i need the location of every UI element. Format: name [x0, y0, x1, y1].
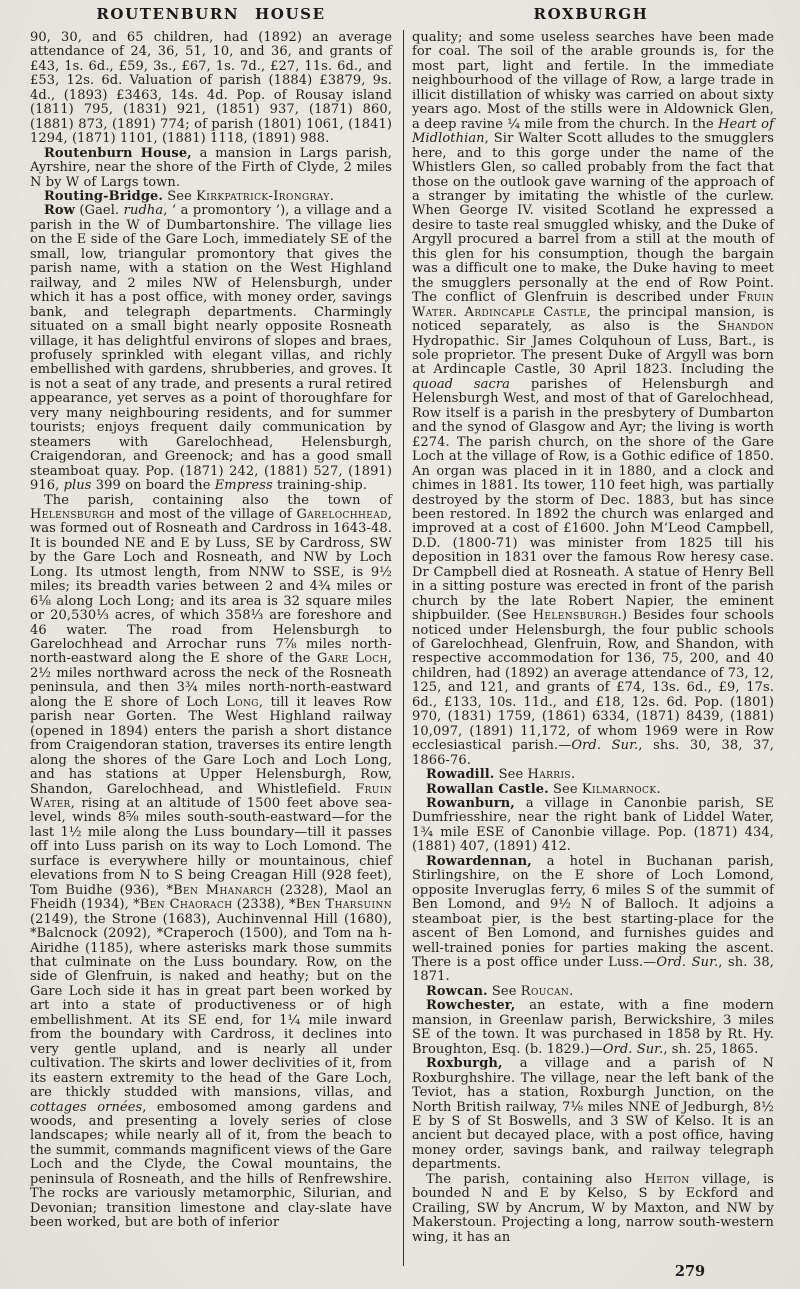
left-text-column [30, 31, 392, 1231]
cross-reference: Harris [527, 767, 571, 783]
text-segment: The parish, containing also the town of [44, 492, 392, 508]
paragraph [30, 147, 392, 190]
cross-reference: Ben Chaorach [139, 897, 233, 913]
cross-reference: Ben Mhanarch [173, 882, 273, 898]
text-segment: . [656, 781, 661, 797]
paragraph [412, 1057, 774, 1173]
text-segment: (2328), Maol an Fheidh (1934), * [30, 882, 392, 913]
text-segment: quality; and some useless searches have been made for coal. The soil of the arable grounds is, for the most part, light and fertile. In the immediate neighbourhood of the village of Row, a large trade in illicit distillation of whisky was carried on about sixty years ago. Most of the stills were in Aldownick Glen, a deep ravine ¼ mile from the church. In the [412, 30, 774, 132]
text-segment: village, is bounded N and E by Kelso, S by Eckford and Crailing, SW by Ancrum, W by Maxton, and NW by Makerstoun. Projecting a long, narrow south-western wing, it has an [412, 1171, 774, 1245]
text-segment: , ‘ a promontory ’), a village and a parish in the W of Dumbartonshire. The village lies on the E side of the Gare Loch, immediately SE of the small, low, triangular promontory that gives the parish name, with a station on the West Highland railway, and 2 miles NW of Helensburgh, under which it has a post office, with money order, savings bank, and telegraph departments. Charmingly situated on a small bight nearly opposite Rosneath village, it has delightful environs of slopes and braes, profusely sprinkled with elegant villas, and richly embellished with gardens, shrubberies, and groves. It is not a seat of any trade, and presents a rural retired appearance, yet serves as a point of thoroughfare for very many neighbouring residents, and for summer tourists; enjoys frequent daily communication by steamers with Garelochhead, Helensburgh, Craigendoran, and Greenock; and has a good small steamboat quay. Pop. (1871) 242, (1881) 527, (1891) 916, [30, 203, 392, 494]
text-segment: Hydropathic. Sir James Colquhoun of Luss, Bart., is sole proprietor. The present Duke of Argyll was born at Ardincaple Castle, 30 April 1823. Including the [412, 333, 774, 378]
text-segment: 399 on board the [91, 478, 215, 494]
paragraph [412, 985, 774, 999]
paragraph [412, 31, 774, 768]
paragraph [30, 190, 392, 204]
entry-name: Rowardennan, [426, 853, 532, 869]
cross-reference: Helensburgh [532, 608, 618, 624]
cross-reference: Fruin Water [30, 781, 392, 812]
text-segment: Empress [214, 478, 273, 494]
cross-reference: Ardincaple Castle [464, 304, 587, 320]
text-segment: Ord. Sur. [571, 738, 639, 754]
cross-reference: Ben Tharsuinn [295, 897, 392, 913]
text-segment: a mansion in Largs parish, Ayrshire, near the shore of the Firth of Clyde, 2 miles N by W of Largs town. [30, 145, 392, 190]
entry-name: Rowadill. [426, 767, 495, 783]
cross-reference: Kirkpatrick-Irongray [196, 188, 330, 204]
paragraph [30, 204, 392, 493]
cross-reference: Long [226, 694, 259, 710]
entry-name: Rowcan. [426, 983, 488, 999]
text-segment: See [494, 767, 528, 783]
text-segment: , was formed out of Rosneath and Cardross in 1643-48. It is bounded NE and E by Luss, SE by Cardross, SW by the Gare Loch and Rosneath, and NW by Loch Long. Its utmost length, from NNW to SSE, is 9½ miles; its breadth varies between 2 and 4¾ miles or 6⅛ along Loch Long; and its area is 32 square miles or 20,530⅓ acres, of which 358⅓ are foreshore and 46 water. The road from Helensburgh to Garelochhead and Arrochar runs 7⅞ miles north-north-eastward along the E shore of the [30, 506, 392, 667]
text-segment: , till it leaves Row parish near Gorten. The West Highland railway (opened in 1894) enters the parish a short distance from Craigendoran station, traverses its entire length along the shores of the Gare Loch and Loch Long, and has stations at Upper Helensburgh, Row, Shandon, Garelochhead, and Whistlefield. [30, 694, 393, 797]
text-segment: rudha [123, 203, 164, 219]
entry-name: Rowallan Castle. [426, 781, 549, 797]
paragraph [30, 494, 392, 1231]
cross-reference: Gare Loch [316, 651, 388, 667]
text-segment: , shs. 30, 38, 37, 1866-76. [412, 738, 775, 768]
text-segment: , embosomed among gardens and woods, and presenting a lovely series of close landscapes; while nearly all of it, from the beach to the summit, commands magnificent views of the Gare Loch and the Clyde, the Cowal mountains, the peninsula of Rosneath, and the hills of Renfrewshire. The rocks are variously metamorphic, Silurian, and Devonian; transition limestone and clay-slate have been worked, but are both of inferior [30, 1099, 392, 1231]
text-segment: cottages ornées [30, 1099, 143, 1115]
paragraph [412, 1173, 774, 1245]
text-segment: See [163, 188, 197, 204]
text-segment: See [487, 983, 521, 999]
entry-name: Roxburgh, [426, 1056, 503, 1072]
text-segment: (2338), * [232, 897, 296, 913]
cross-reference: Shandon [717, 319, 774, 335]
paragraph [412, 999, 774, 1057]
text-segment: plus [63, 478, 92, 494]
entry-name: Row [44, 203, 75, 219]
text-segment: Ord. Sur. [602, 1041, 664, 1057]
paragraph [412, 768, 774, 782]
text-segment: (Gael. [74, 203, 124, 219]
right-column-header: ROXBURGH [533, 5, 649, 23]
paragraph [412, 855, 774, 985]
text-segment: . [452, 304, 465, 320]
text-segment: , rising at an altitude of 1500 feet above sea-level, winds 8⅝ miles south-south-eastward—for the last 1½ mile along the Luss boundary—till it passes off into Luss parish on its way to Loch Lomond. The surface is everywhere hilly or mountainous, chief elevations from N to S being Creagan Hill (928 feet), Tom Buidhe (936), * [30, 796, 392, 898]
entry-name: Routing-Bridge. [44, 188, 164, 204]
text-segment: parishes of Helensburgh and Helensburgh West, and most of that of Garelochhead, Row itself is a parish in the presbytery of Dumbarton and the synod of Glasgow and Ayr; the living is worth £274. The parish church, on the shore of the Gare Loch at the village of Row, is a Gothic edifice of 1850. An organ was placed in it in 1880, and a clock and chimes in 1881. Its tower, 110 feet high, was partially destroyed by the storm of Dec. 1883, but has since been restored. In 1892 the church was enlarged and improved at a cost of £1600. John M‘Leod Campbell, D.D. (1800-71) was minister from 1825 till his deposition in 1831 over the famous Row heresy case. Dr Campbell died at Rosneath. A statue of Henry Bell in a sitting posture was erected in front of the parish church by the late Robert Napier, the eminent shipbuilder. (See [412, 376, 775, 624]
cross-reference: Heiton [644, 1171, 690, 1187]
text-segment: a village in Canonbie parish, SE Dumfriesshire, near the right bank of Liddel Water, 1¾ mile ESE of Canonbie village. Pop. (1871) 434, (1881) 407, (1891) 412. [412, 796, 774, 855]
cross-reference: Helensburgh [30, 506, 115, 522]
paragraph [30, 31, 392, 147]
text-segment: Heart of Midlothian [412, 116, 774, 147]
entry-name: Rowchester, [426, 998, 516, 1014]
left-column-header: ROUTENBURN HOUSE [96, 5, 326, 23]
text-segment: The parish, containing also [426, 1171, 645, 1187]
text-segment: . [571, 767, 576, 783]
text-segment: See [548, 781, 582, 797]
text-segment: . [329, 188, 334, 204]
text-segment: quoad sacra [412, 376, 511, 392]
entry-name: Routenburn House, [44, 145, 192, 161]
column-divider-rule [403, 30, 404, 1266]
text-segment: .) Besides four schools noticed under Helensburgh, the four public schools of Garelochhead, Glenfruin, Row, and Shandon, with respective accommodation for 136, 75, 200, and 40 children, had (1892) an average attendance of 73, 12, 125, and 121, and grants of £74, 13s. 6d., £9, 17s. 6d., £133, 10s. 11d., and £18, 12s. 6d. Pop. (1801) 970, (1831) 1759, (1861) 6334, (1871) 8439, (1881) 10,097, (1891) 11,172, of whom 1969 were in Row ecclesiastical parish.— [412, 608, 774, 754]
entry-name: Rowanburn, [426, 796, 515, 812]
text-segment: , 2½ miles northward across the neck of the Rosneath peninsula, and then 3¾ miles north-north-eastward along the E shore of Loch [30, 651, 392, 710]
text-segment: a village and a parish of N Roxburghshire. The village, near the left bank of the Teviot, has a station, Roxburgh Junction, on the North British railway, 7⅛ miles NNE of Jedburgh, 8½ E by S of St Boswells, and 3 SW of Kelso. It is an ancient but decayed place, with a post office, having money order, savings bank, and railway telegraph departments. [412, 1056, 774, 1173]
cross-reference: Roucan [520, 983, 570, 999]
text-segment: Ord. Sur. [656, 955, 719, 970]
text-segment: , the principal mansion, is noticed separately, as also is the [412, 304, 774, 335]
text-segment: a hotel in Buchanan parish, Stirlingshire, on the E shore of Loch Lomond, opposite Inveruglas ferry, 6 miles S of the summit of Ben Lomond, and 9½ N of Balloch. It adjoins a steamboat pier, is the best starting-place for the ascent of Ben Lomond, and furnishes guides and well-trained ponies for parties making the ascent. There is a post office under Luss.— [412, 853, 774, 970]
text-segment: an estate, with a fine modern mansion, in Greenlaw parish, Berwickshire, 3 miles SE of the town. It was purchased in 1858 by Rt. Hy. Broughton, Esq. (b. 1829.)— [412, 998, 774, 1057]
page-number: 279 [674, 1263, 706, 1280]
right-text-column [412, 31, 774, 1245]
text-segment: , Sir Walter Scott alludes to the smugglers here, and to this gorge under the name of the Whistlers Glen, so called probably from the fact that those on the outlook gave warning of the approach of a stranger by imitating the whistle of the curlew. When George IV. visited Scotland he expressed a desire to taste real smuggled whisky, and the Duke of Argyll procured a barrel from a still at the mouth of this glen for his consumption, though the bargain was a difficult one to make, the Duke having to meet the smugglers personally at the end of Row Point. The conflict of Glenfruin is described under [412, 131, 774, 306]
paragraph [412, 797, 774, 855]
text-segment: , sh. 25, 1865. [663, 1041, 759, 1057]
text-segment: training-ship. [272, 478, 368, 494]
text-segment: (2149), the Strone (1683), Auchinvennal Hill (1680), *Balcnock (2092), *Craperoch (1500), and Tom na h-Airidhe (1185), where asterisks mark those summits that culminate on the Luss boundary. Row, on the side of Glenfruin, is naked and heathy; but on the Gare Loch side it has in great part been worked by art into a state of productiveness or of high embellishment. At its SE end, for 1¼ mile inward from the boundary with Cardross, it declines into very gentle upland, and is nearly all under cultivation. The skirts and lower declivities of it, from its eastern extremity to the head of the Gare Loch, are thickly studded with mansions, villas, and [30, 911, 392, 1101]
cross-reference: Garelochhead [296, 506, 388, 522]
text-segment: and most of the village of [114, 506, 297, 522]
text-segment: 90, 30, and 65 children, had (1892) an average attendance of 24, 36, 51, 10, and 36, and grants of £43, 1s. 6d., £59, 3s., £67, 1s. 7d., £27, 11s. 6d., and £53, 12s. 6d. Valuation of parish (1884) £3879, 9s. 4d., (1893) £3463, 14s. 4d. Pop. of Rousay island (1811) 795, (1831) 921, (1851) 937, (1871) 860, (1881) 873, (1891) 774; of parish (1801) 1061, (1841) 1294, (1871) 1101, (1881) 1118, (1891) 988. [30, 30, 392, 147]
text-segment: , sh. 38, 1871. [412, 955, 774, 985]
text-segment: . [569, 983, 574, 999]
cross-reference: Kilmarnock [581, 781, 657, 797]
paragraph [412, 783, 774, 797]
cross-reference: Fruin Water [412, 290, 774, 320]
